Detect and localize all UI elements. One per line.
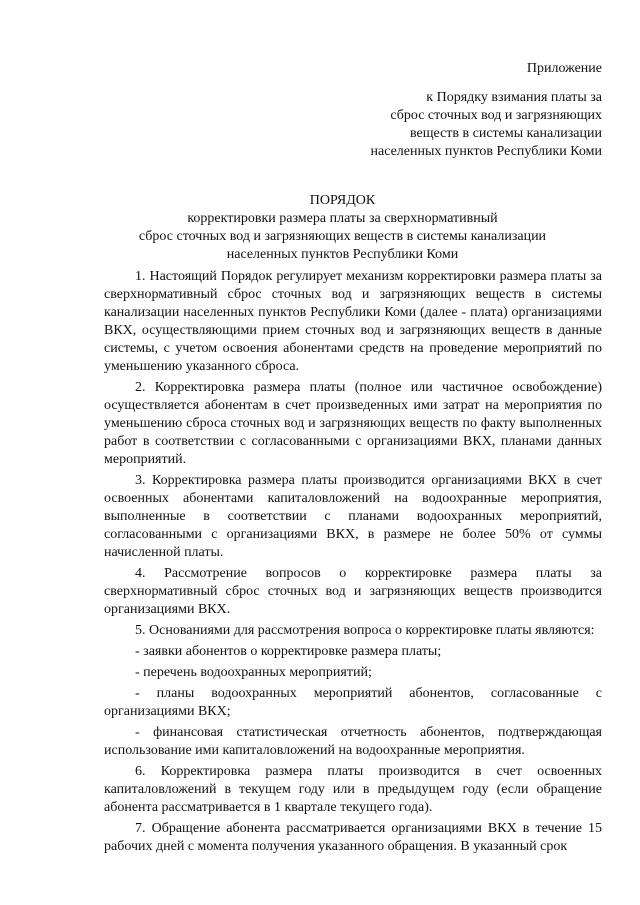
paragraph: 4. Рассмотрение вопросов о корректировке размера платы за сверхнормативный сброс сточных вод и загрязняющих веществ производится организациями ВКХ. (104, 566, 602, 617)
appendix-line: населенных пунктов Республики Коми (370, 144, 602, 159)
appendix-title: Приложение (526, 61, 602, 76)
heading-subtitle-line: корректировки размера платы за сверхнормативный (187, 211, 498, 226)
paragraph: 6. Корректировка размера платы производится в счет освоенных капиталовложений в текущем году или в предыдущем году (если обращение абонента рассматривается в 1 квартале текущего года). (104, 764, 602, 815)
document-heading (105, 192, 580, 264)
paragraph: 7. Обращение абонента рассматривается организациями ВКХ в течение 15 рабочих дней с момента получения указанного обращения. В указанный срок (104, 821, 602, 854)
heading-subtitle-line: населенных пунктов Республики Коми (226, 247, 459, 262)
list-item: - планы водоохранных мероприятий абонентов, согласованные с организациями ВКХ; (104, 686, 602, 719)
appendix-line: к Порядку взимания платы за (426, 90, 602, 105)
appendix-block (371, 60, 603, 161)
document-body (104, 268, 602, 856)
appendix-line: сброс сточных вод и загрязняющих (390, 108, 602, 123)
list-item: - заявки абонентов о корректировке размера платы; (135, 644, 442, 659)
paragraph: 3. Корректировка размера платы производится организациями ВКХ в счет освоенных абонентами капиталовложений на водоохранные мероприятия, выполненные в соответствии с планами водоохранных мероприятий, согласованными с организациями ВКХ, в размере не более 50% от суммы начисленной платы. (104, 473, 602, 560)
paragraph: 2. Корректировка размера платы (полное или частичное освобождение) осуществляется абонентам в счет произведенных ими затрат на мероприятия по уменьшению сброса сточных вод и загрязняющих веществ по факту выполненных работ в соответствии с согласованными с организациями ВКХ, планами данных мероприятий. (104, 380, 602, 467)
appendix-line: веществ в системы канализации (410, 126, 602, 141)
heading-subtitle-line: сброс сточных вод и загрязняющих веществ в системы канализации (138, 229, 547, 244)
list-item: - финансовая статистическая отчетность абонентов, подтверждающая использование ими капиталовложений на водоохранные мероприятия. (104, 725, 602, 758)
paragraph: 1. Настоящий Порядок регулирует механизм корректировки размера платы за сверхнормативный сброс сточных вод и загрязняющих веществ в системы канализации населенных пунктов Республики Коми (далее - плата) организациями ВКХ, осуществляющими прием сточных вод и загрязняющих веществ в данные системы, с учетом освоения абонентами средств на проведение мероприятий по уменьшению указанного сброса. (104, 269, 602, 374)
heading-title: ПОРЯДОК (309, 193, 376, 208)
list-item: - перечень водоохранных мероприятий; (135, 665, 372, 680)
paragraph: 5. Основаниями для рассмотрения вопроса о корректировке платы являются: (135, 623, 595, 638)
